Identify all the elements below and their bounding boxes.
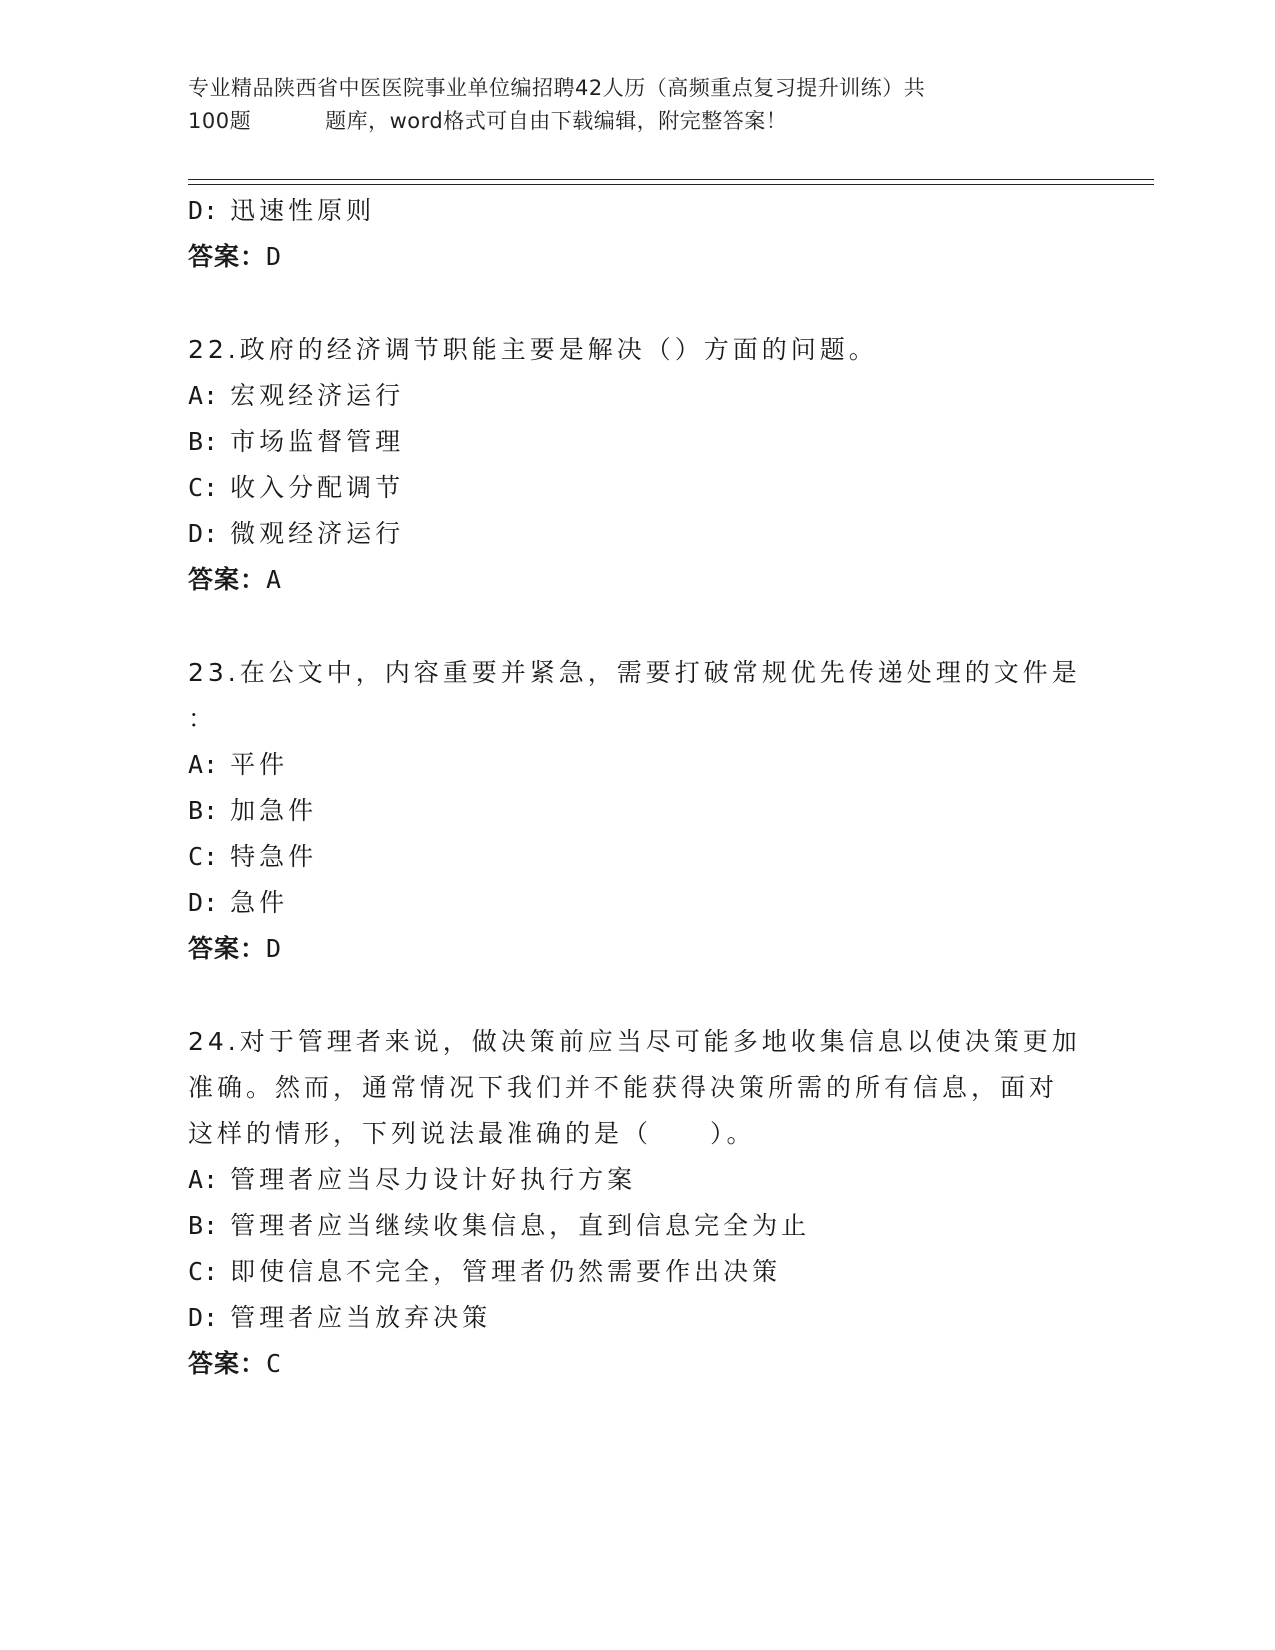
question-stem-line1: 23.在公文中，内容重要并紧急，需要打破常规优先传递处理的文件是 <box>188 658 1081 687</box>
option-b <box>188 788 1088 834</box>
option-label: D: <box>188 519 219 548</box>
header-description: 题库，word格式可自由下载编辑，附完整答案！ <box>325 109 788 133</box>
option-label: D: <box>188 1303 219 1332</box>
option-d <box>188 188 1088 234</box>
option-b <box>188 1203 1088 1249</box>
header-question-count: 100题 <box>188 109 252 133</box>
question-stem-line3: 这样的情形，下列说法最准确的是（ ）。 <box>188 1119 756 1148</box>
question-stem: 22.政府的经济调节职能主要是解决（）方面的问题。 <box>188 335 878 364</box>
option-d <box>188 1295 1088 1341</box>
option-text: 微观经济运行 <box>230 519 405 548</box>
option-text: 加急件 <box>230 796 318 825</box>
option-c <box>188 465 1088 511</box>
option-label: C: <box>188 842 219 871</box>
option-c <box>188 1249 1088 1295</box>
question-stem-line2: ： <box>188 704 218 733</box>
option-text: 收入分配调节 <box>230 473 405 502</box>
option-c <box>188 834 1088 880</box>
answer-label: 答案： <box>188 934 267 963</box>
answer-line <box>188 1341 1088 1387</box>
option-a <box>188 373 1088 419</box>
option-text: 即使信息不完全，管理者仍然需要作出决策 <box>230 1257 782 1286</box>
option-d <box>188 880 1088 926</box>
option-label: C: <box>188 473 219 502</box>
option-text: 特急件 <box>230 842 318 871</box>
option-label: A: <box>188 1165 219 1194</box>
option-b <box>188 419 1088 465</box>
header-title-line2 <box>188 105 1068 138</box>
header-title-line1: 专业精品陕西省中医医院事业单位编招聘42人历（高频重点复习提升训练）共 <box>188 76 926 100</box>
question-stem-line2: 准确。然而，通常情况下我们并不能获得决策所需的所有信息，面对 <box>188 1073 1059 1102</box>
answer-value: D <box>266 934 283 963</box>
option-text: 宏观经济运行 <box>230 381 405 410</box>
option-label: B: <box>188 796 219 825</box>
answer-value: A <box>266 565 283 594</box>
answer-line <box>188 234 1088 280</box>
option-text: 平件 <box>230 750 289 779</box>
question-23 <box>188 650 1088 742</box>
answer-label: 答案： <box>188 242 267 271</box>
answer-label: 答案： <box>188 565 267 594</box>
option-text: 管理者应当尽力设计好执行方案 <box>230 1165 637 1194</box>
header-divider-top <box>188 179 1154 180</box>
option-label: A: <box>188 750 219 779</box>
option-a <box>188 1157 1088 1203</box>
option-label: D: <box>188 888 219 917</box>
question-24 <box>188 1019 1088 1157</box>
option-label: D: <box>188 196 219 225</box>
option-text: 急件 <box>230 888 289 917</box>
answer-line <box>188 557 1088 603</box>
answer-value: C <box>266 1349 283 1378</box>
header-divider-bottom <box>188 184 1154 185</box>
option-label: B: <box>188 1211 219 1240</box>
answer-value: D <box>266 242 283 271</box>
option-label: A: <box>188 381 219 410</box>
option-text: 管理者应当继续收集信息，直到信息完全为止 <box>230 1211 811 1240</box>
document-header <box>188 72 1068 138</box>
option-text: 迅速性原则 <box>230 196 376 225</box>
option-label: C: <box>188 1257 219 1286</box>
option-text: 管理者应当放弃决策 <box>230 1303 492 1332</box>
option-a <box>188 742 1088 788</box>
question-22 <box>188 327 1088 373</box>
option-text: 市场监督管理 <box>230 427 405 456</box>
option-label: B: <box>188 427 219 456</box>
answer-label: 答案： <box>188 1349 267 1378</box>
question-list <box>188 188 1088 1387</box>
option-d <box>188 511 1088 557</box>
question-stem-line1: 24.对于管理者来说，做决策前应当尽可能多地收集信息以使决策更加 <box>188 1027 1081 1056</box>
answer-line <box>188 926 1088 972</box>
